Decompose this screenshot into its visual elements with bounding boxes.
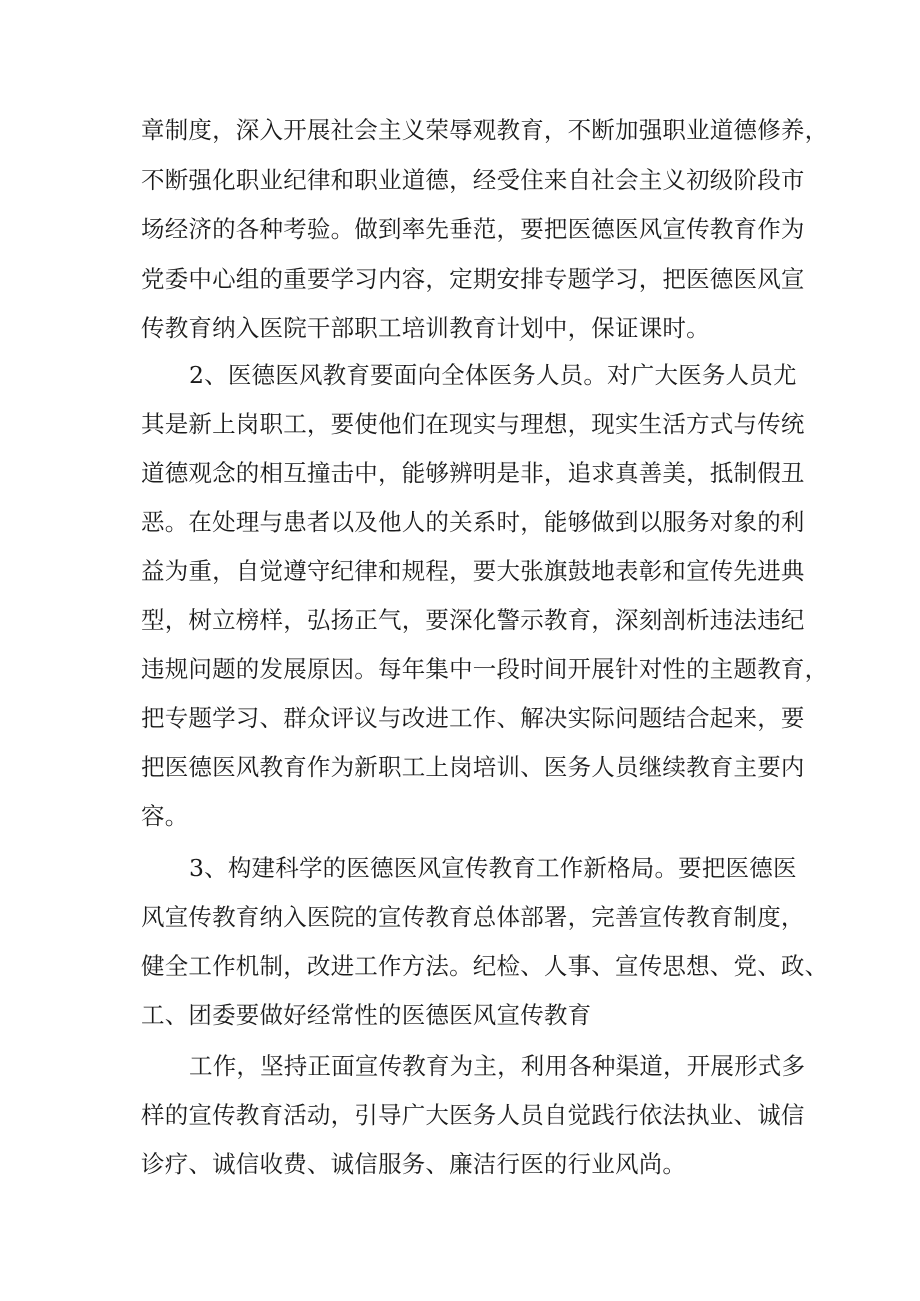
paragraph-2-line-6: 型，树立榜样，弘扬正气，要深化警示教育，深刻剖析违法违纪 (141, 606, 805, 634)
paragraph-4-line-2: 样的宣传教育活动，引导广大医务人员自觉践行依法执业、诚信 (141, 1101, 805, 1129)
paragraph-2-line-1: 2、医德医风教育要面向全体医务人员。对广大医务人员尤 (189, 361, 797, 389)
paragraph-3-line-4: 工、团委要做好经常性的医德医风宣传教育 (141, 1001, 592, 1029)
paragraph-4-line-1: 工作，坚持正面宣传教育为主，利用各种渠道，开展形式多 (189, 1052, 806, 1080)
paragraph-1-line-5: 传教育纳入医院干部职工培训教育计划中，保证课时。 (141, 314, 710, 342)
paragraph-2-line-8: 把专题学习、群众评议与改进工作、解决实际问题结合起来，要 (141, 704, 805, 732)
paragraph-4-line-3: 诊疗、诚信收费、诚信服务、廉洁行医的行业风尚。 (141, 1150, 687, 1178)
paragraph-3-line-1: 3、构建科学的医德医风宣传教育工作新格局。要把医德医 (189, 854, 797, 882)
paragraph-2-line-3: 道德观念的相互撞击中，能够辨明是非，追求真善美，抵制假丑 (141, 459, 805, 487)
paragraph-2-line-4: 恶。在处理与患者以及他人的关系时，能够做到以服务对象的利 (141, 508, 805, 536)
paragraph-3-line-3: 健全工作机制，改进工作方法。纪检、人事、宣传思想、党、政、 (141, 952, 829, 980)
paragraph-2-line-5: 益为重，自觉遵守纪律和规程，要大张旗鼓地表彰和宣传先进典 (141, 557, 805, 585)
paragraph-3-line-2: 风宣传教育纳入医院的宣传教育总体部署，完善宣传教育制度， (141, 903, 805, 931)
paragraph-1-line-2: 不断强化职业纪律和职业道德，经受住来自社会主义初级阶段市 (141, 166, 805, 194)
paragraph-2-line-10: 容。 (141, 802, 189, 830)
paragraph-2-line-9: 把医德医风教育作为新职工上岗培训、医务人员继续教育主要内 (141, 753, 805, 781)
paragraph-2-line-2: 其是新上岗职工，要使他们在现实与理想，现实生活方式与传统 (141, 410, 805, 438)
paragraph-1-line-4: 党委中心组的重要学习内容，定期安排专题学习，把医德医风宣 (141, 265, 805, 293)
paragraph-2-line-7: 违规问题的发展原因。每年集中一段时间开展针对性的主题教育， (141, 655, 829, 683)
paragraph-1-line-3: 场经济的各种考验。做到率先垂范，要把医德医风宣传教育作为 (141, 215, 805, 243)
paragraph-1-line-1: 章制度，深入开展社会主义荣辱观教育，不断加强职业道德修养， (141, 116, 829, 144)
